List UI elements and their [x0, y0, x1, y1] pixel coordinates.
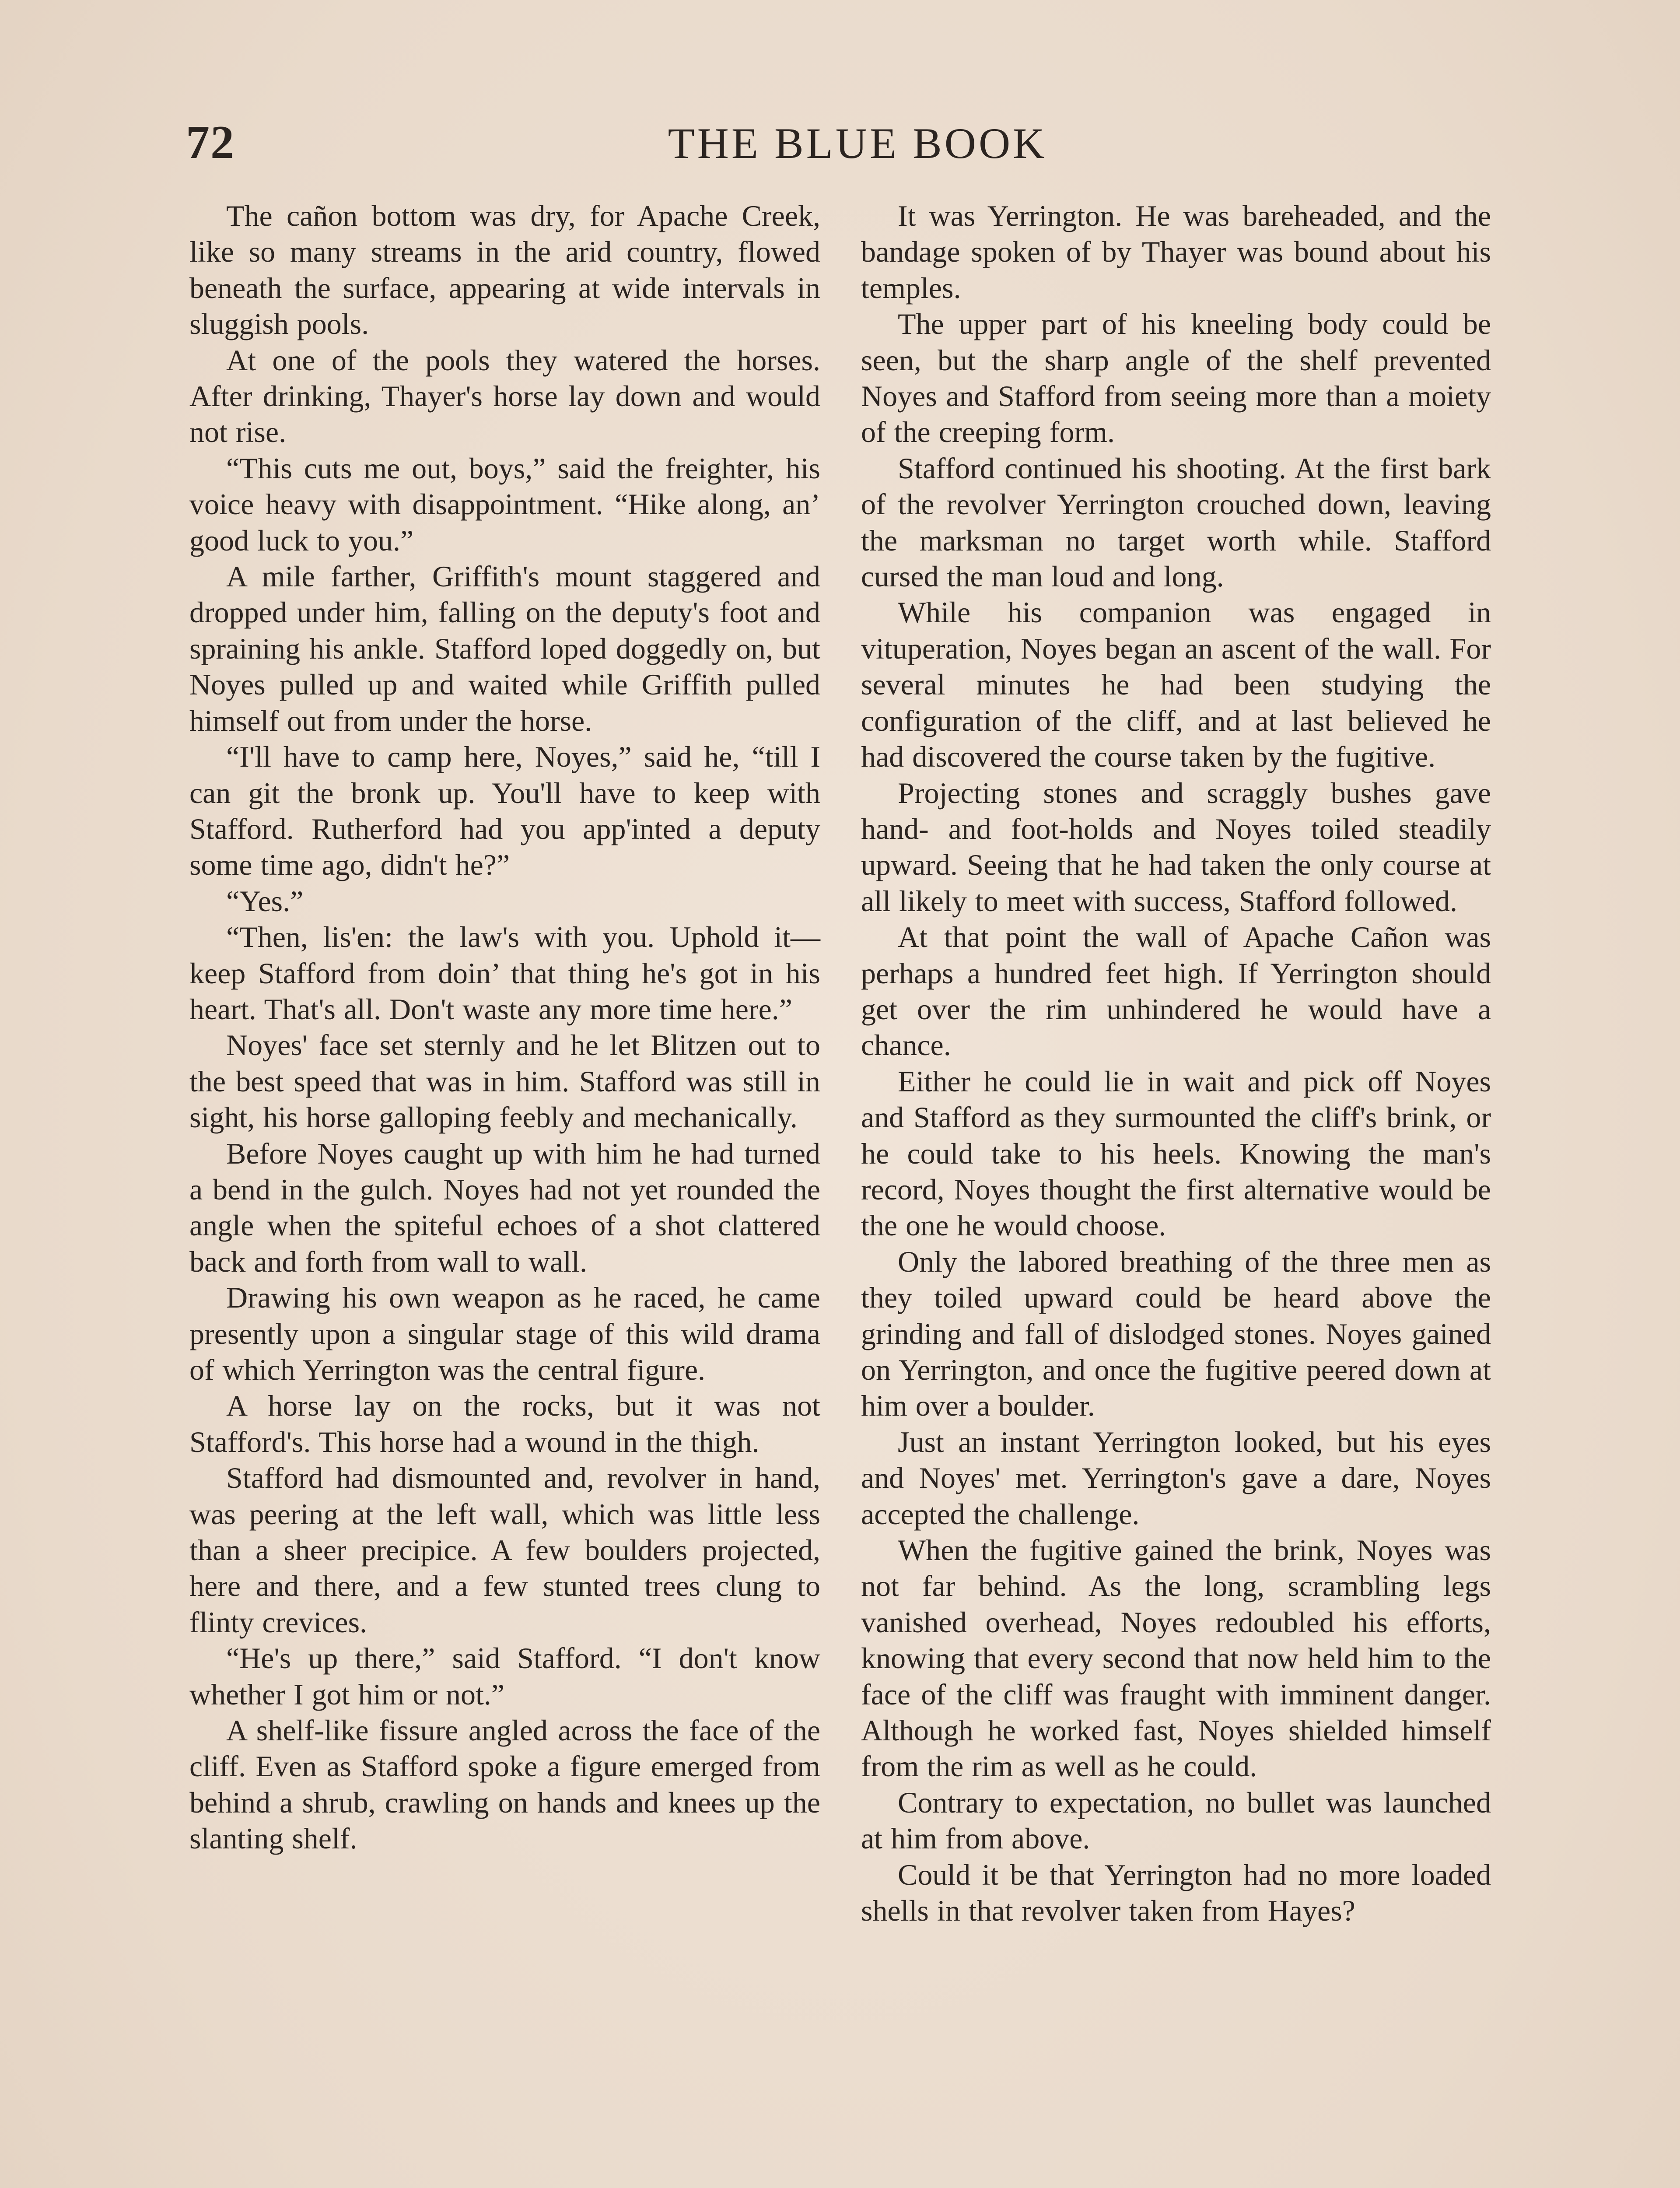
paragraph: Contrary to expectation, no bullet was launched at him from above.	[861, 1785, 1491, 1855]
paragraph: Stafford continued his shooting. At the first bark of the revolver Yerrington crouched down, leaving the marksman no target worth while. Stafford cursed the man loud and long.	[861, 451, 1491, 593]
paragraph: “He's up there,” said Stafford. “I don't know whether I got him or not.”	[189, 1641, 820, 1711]
paragraph: While his companion was engaged in vituperation, Noyes began an ascent of the wall. For several minutes he had been studying the configuration of the cliff, and at last believed he had discovered the course taken by the fugitive.	[861, 596, 1491, 774]
paragraph: At that point the wall of Apache Cañon was perhaps a hundred feet high. If Yerrington should get over the rim unhindered he would have a chance.	[861, 920, 1491, 1062]
paragraph: When the fugitive gained the brink, Noyes was not far behind. As the long, scrambling legs vanished overhead, Noyes redoubled his efforts, knowing that every second that now held him to the face of the cliff was fraught with imminent danger. Although he worked fast, Noyes shielded himself from the rim as well as he could.	[861, 1533, 1491, 1783]
running-head: THE BLUE BOOK	[668, 119, 1047, 168]
paragraph: Only the labored breathing of the three men as they toiled upward could be heard above the grinding and fall of dislodged stones. Noyes gained on Yerrington, and once the fugitive peered down at him over a boulder.	[861, 1245, 1491, 1423]
paragraph: “Then, lis'en: the law's with you. Uphold it—keep Stafford from doin’ that thing he's got in his heart. That's all. Don't waste any more time here.”	[189, 920, 820, 1026]
paragraph: Stafford had dismounted and, revolver in hand, was peering at the left wall, which was little less than a sheer precipice. A few boulders projected, here and there, and a few stunted trees clung to flinty crevices.	[189, 1461, 820, 1639]
paragraph: At one of the pools they watered the horses. After drinking, Thayer's horse lay down and would not rise.	[189, 343, 820, 449]
paragraph: Just an instant Yerrington looked, but his eyes and Noyes' met. Yerrington's gave a dare, Noyes accepted the challenge.	[861, 1425, 1491, 1531]
paragraph: “I'll have to camp here, Noyes,” said he, “till I can git the bronk up. You'll have to keep with Stafford. Rutherford had you app'inted a deputy some time ago, didn't he?”	[189, 740, 820, 882]
paragraph: The cañon bottom was dry, for Apache Creek, like so many streams in the arid country, flowed beneath the surface, appearing at wide intervals in sluggish pools.	[189, 199, 820, 341]
right-column	[861, 198, 1491, 1929]
paragraph: A horse lay on the rocks, but it was not Stafford's. This horse had a wound in the thigh.	[189, 1389, 820, 1459]
paragraph: “Yes.”	[226, 884, 304, 918]
paragraph: Noyes' face set sternly and he let Blitzen out to the best speed that was in him. Stafford was still in sight, his horse galloping feebly and mechanically.	[189, 1028, 820, 1134]
page-number: 72	[186, 116, 235, 168]
paragraph: “This cuts me out, boys,” said the freighter, his voice heavy with disappointment. “Hike along, an’ good luck to you.”	[189, 451, 820, 557]
paragraph: Projecting stones and scraggly bushes gave hand- and foot-holds and Noyes toiled steadily upward. Seeing that he had taken the only course at all likely to meet with success, Stafford followed.	[861, 776, 1491, 918]
left-column	[189, 198, 820, 1857]
paragraph: A shelf-like fissure angled across the face of the cliff. Even as Stafford spoke a figure emerged from behind a shrub, crawling on hands and knees up the slanting shelf.	[189, 1714, 820, 1855]
paragraph: Drawing his own weapon as he raced, he came presently upon a singular stage of this wild drama of which Yerrington was the central figure.	[189, 1281, 820, 1386]
paragraph: Could it be that Yerrington had no more loaded shells in that revolver taken from Hayes?	[861, 1858, 1491, 1928]
paragraph: The upper part of his kneeling body could be seen, but the sharp angle of the shelf prevented Noyes and Stafford from seeing more than a moiety of the creeping form.	[861, 307, 1491, 449]
paragraph: Either he could lie in wait and pick off Noyes and Stafford as they surmounted the cliff's brink, or he could take to his heels. Knowing the man's record, Noyes thought the first alternative would be the one he would choose.	[861, 1064, 1491, 1242]
paragraph: A mile farther, Griffith's mount staggered and dropped under him, falling on the deputy's foot and spraining his ankle. Stafford loped doggedly on, but Noyes pulled up and waited while Griffith pulled himself out from under the horse.	[189, 560, 820, 737]
paragraph: It was Yerrington. He was bareheaded, and the bandage spoken of by Thayer was bound about his temples.	[861, 199, 1491, 305]
paragraph: Before Noyes caught up with him he had turned a bend in the gulch. Noyes had not yet rounded the angle when the spiteful echoes of a shot clattered back and forth from wall to wall.	[189, 1136, 820, 1278]
